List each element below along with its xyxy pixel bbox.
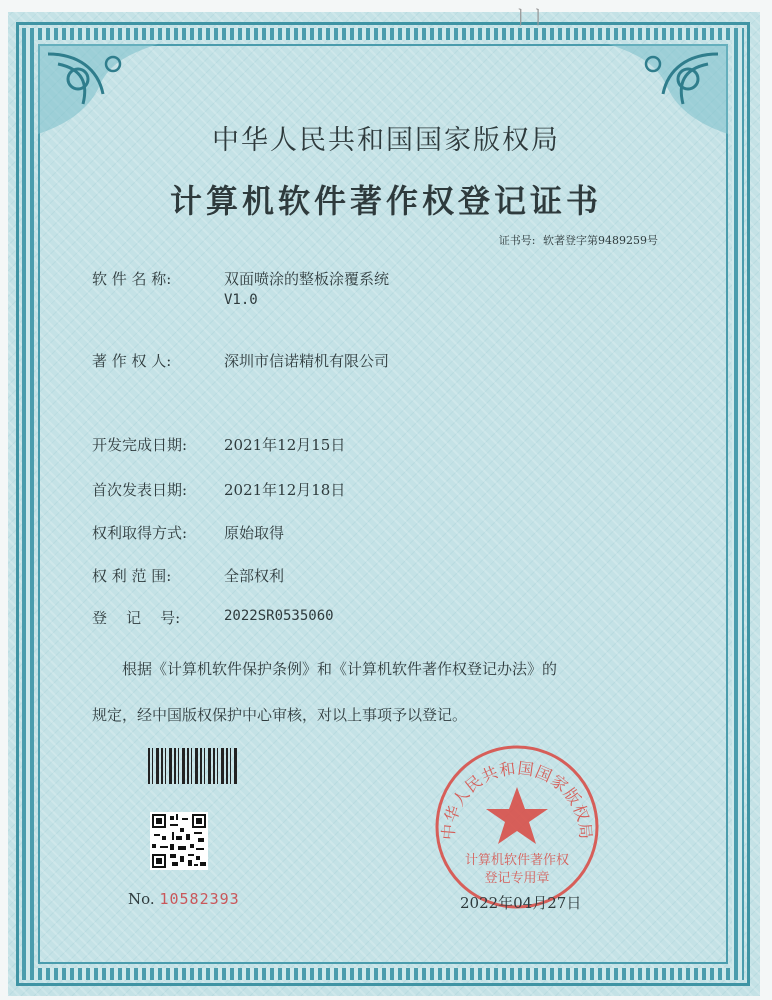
- qr-code: [150, 812, 208, 870]
- serial-prefix: No.: [128, 890, 155, 908]
- scope-of-rights-value: 全部权利: [224, 567, 285, 585]
- copyright-holder-label: 著 作 权 人:: [92, 352, 172, 370]
- first-publish-date-label: 首次发表日期:: [92, 481, 188, 499]
- software-version: V1.0: [224, 292, 258, 308]
- seal-arc-text: 中华人民共和国国家版权局: [438, 758, 596, 841]
- acquisition-method-label: 权利取得方式:: [92, 524, 188, 542]
- completion-date-value: 2021年12月15日: [224, 436, 346, 454]
- software-name-label: 软 件 名 称:: [92, 270, 172, 288]
- certificate-number-label: 证书号:: [498, 234, 536, 247]
- first-publish-date-value: 2021年12月18日: [224, 481, 346, 499]
- official-seal: [432, 742, 602, 912]
- serial-value: 10582393: [159, 890, 240, 908]
- statement-line-2: 规定，经中国版权保护中心审核，对以上事项予以登记。: [92, 706, 468, 724]
- copyright-holder-value: 深圳市信诺精机有限公司: [224, 352, 390, 370]
- registration-number-label: 登 记 号:: [92, 609, 181, 627]
- certificate-number: [499, 232, 662, 248]
- certificate-title: 计算机软件著作权登记证书: [169, 182, 602, 220]
- seal-line-2: 登记专用章: [484, 871, 550, 886]
- certificate-page: [8, 12, 760, 996]
- seal-line-1: 计算机软件著作权: [464, 853, 570, 868]
- seal-star: [486, 787, 548, 844]
- certificate-number-value: 软著登字第9489259号: [543, 234, 658, 247]
- serial-number: [128, 890, 240, 908]
- margin-mark: ㅣㅣ: [512, 8, 547, 29]
- software-name-value: 双面喷涂的整板涂覆系统: [224, 270, 390, 288]
- acquisition-method-value: 原始取得: [224, 524, 285, 542]
- barcode: [148, 748, 238, 784]
- registration-number-value: 2022SR0535060: [224, 608, 334, 624]
- completion-date-label: 开发完成日期:: [92, 436, 188, 454]
- scope-of-rights-label: 权 利 范 围:: [92, 567, 172, 585]
- statement-line-1: 根据《计算机软件保护条例》和《计算机软件著作权登记办法》的: [122, 660, 558, 678]
- issue-date: 2022年04月27日: [460, 894, 582, 912]
- issuing-authority: 中华人民共和国国家版权局: [212, 125, 560, 156]
